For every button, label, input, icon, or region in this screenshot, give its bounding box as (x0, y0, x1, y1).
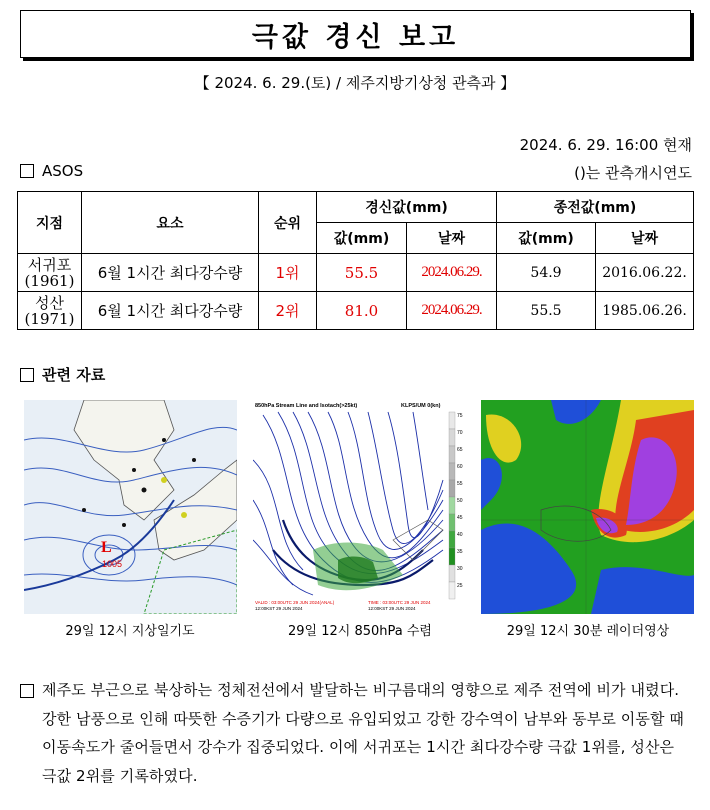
station-year: (1971) (24, 309, 75, 328)
header-prev-date: 날짜 (596, 223, 694, 254)
header-rank: 순위 (259, 192, 317, 254)
scale-label: 50 (457, 498, 463, 504)
scale-swatch (449, 480, 455, 497)
scale-label: 70 (457, 430, 463, 436)
scale-swatch (449, 548, 455, 565)
report-subtitle: 【 2024. 6. 29.(토) / 제주지방기상청 관측과 】 (194, 74, 516, 92)
checkbox-square-icon (20, 368, 34, 382)
station-year: (1961) (24, 271, 75, 290)
header-new-value: 경신값(mm) (317, 192, 497, 223)
station-name: 서귀포 (27, 255, 72, 274)
prev-date-cell: 2016.06.22. (596, 254, 694, 292)
new-date-cell: 2024.06.29. (407, 254, 497, 292)
scale-label: 65 (457, 447, 463, 453)
scale-label: 35 (457, 549, 463, 555)
element-cell: 6월 1시간 최다강수량 (82, 254, 259, 292)
new-date-cell: 2024.06.29. (407, 292, 497, 330)
station-cell (18, 292, 82, 330)
surface-weather-map (24, 400, 237, 614)
asos-label: ASOS (42, 162, 84, 180)
radar-image (481, 400, 694, 614)
low-pressure-value: 1005 (102, 559, 123, 569)
caption-streamline: 29일 12시 850hPa 수렴 (288, 624, 432, 639)
related-label: 관련 자료 (42, 366, 106, 384)
header-station: 지점 (18, 192, 82, 254)
scale-label: 55 (457, 481, 463, 487)
summary-text: 제주도 부근으로 북상하는 정체전선에서 발달하는 비구름대의 영향으로 제주 전역에 비가 내렸다. 강한 남풍으로 인해 따뜻한 수증기가 다량으로 유입되었고 강한 강수역이 남부와 동부로 이동할 때 이동속도가 줄어들면서 강수가 집중되었다. 이에 서귀포는 1시간 최다강수량 극값 1위를, 성산은 극값 2위를 기록하였다. (42, 681, 685, 785)
rank-cell: 1위 (259, 254, 317, 292)
scale-swatch (449, 429, 455, 446)
caption-surface-map: 29일 12시 지상일기도 (65, 624, 195, 639)
scale-swatch (449, 497, 455, 514)
element-cell: 6월 1시간 최다강수량 (82, 292, 259, 330)
streamline-header-left: 850hPa Stream Line and Isotach(>25kt) (255, 403, 358, 409)
prev-value-cell: 54.9 (497, 254, 596, 292)
streamline-chart (253, 400, 468, 614)
scale-swatch (449, 412, 455, 429)
asos-section-header (20, 162, 83, 180)
scale-label: 45 (457, 515, 463, 521)
report-title: 극값 경신 보고 (251, 21, 460, 53)
records-table (17, 191, 694, 330)
streamline-footer-left2: 12:00KST 29 JUN 2024 (255, 606, 303, 611)
table-row (18, 254, 694, 292)
scale-swatch (449, 446, 455, 463)
caption-radar: 29일 12시 30분 레이더영상 (506, 624, 670, 639)
observation-start-note: ()는 관측개시연도 (574, 164, 692, 182)
report-title-box (20, 10, 691, 58)
station-name: 성산 (35, 293, 64, 312)
streamline-footer-right: TIME : 03:00UTC 29 JUN 2024 (368, 600, 431, 605)
header-prev-val: 값(mm) (497, 223, 596, 254)
scale-swatch (449, 514, 455, 531)
new-value-cell: 55.5 (317, 254, 407, 292)
scale-label: 30 (457, 566, 463, 572)
checkbox-square-icon (20, 684, 34, 698)
scale-swatch (449, 582, 455, 599)
rank-cell: 2위 (259, 292, 317, 330)
scale-swatch (449, 463, 455, 480)
streamline-footer-right2: 12:00KST 29 JUN 2024 (368, 606, 416, 611)
scale-label: 40 (457, 532, 463, 538)
scale-label: 25 (457, 583, 463, 589)
scale-label: 60 (457, 464, 463, 470)
header-element: 요소 (82, 192, 259, 254)
low-pressure-label: L (101, 539, 112, 556)
scale-label: 75 (457, 413, 463, 419)
streamline-header-right: KLPS/UM 0(kn) (401, 403, 441, 409)
timestamp: 2024. 6. 29. 16:00 현재 (519, 136, 692, 154)
table-row (18, 292, 694, 330)
prev-date-cell: 1985.06.26. (596, 292, 694, 330)
header-prev-value: 종전값(mm) (497, 192, 694, 223)
station-cell (18, 254, 82, 292)
header-new-val: 값(mm) (317, 223, 407, 254)
summary-paragraph (20, 676, 690, 790)
streamline-footer-left: VALID : 03:00UTC 29 JUN 2024(ANAL) (255, 600, 335, 605)
header-new-date: 날짜 (407, 223, 497, 254)
related-section-header (20, 364, 105, 385)
checkbox-square-icon (20, 164, 34, 178)
scale-swatch (449, 531, 455, 548)
prev-value-cell: 55.5 (497, 292, 596, 330)
scale-swatch (449, 565, 455, 582)
new-value-cell: 81.0 (317, 292, 407, 330)
figures-row (0, 400, 710, 640)
